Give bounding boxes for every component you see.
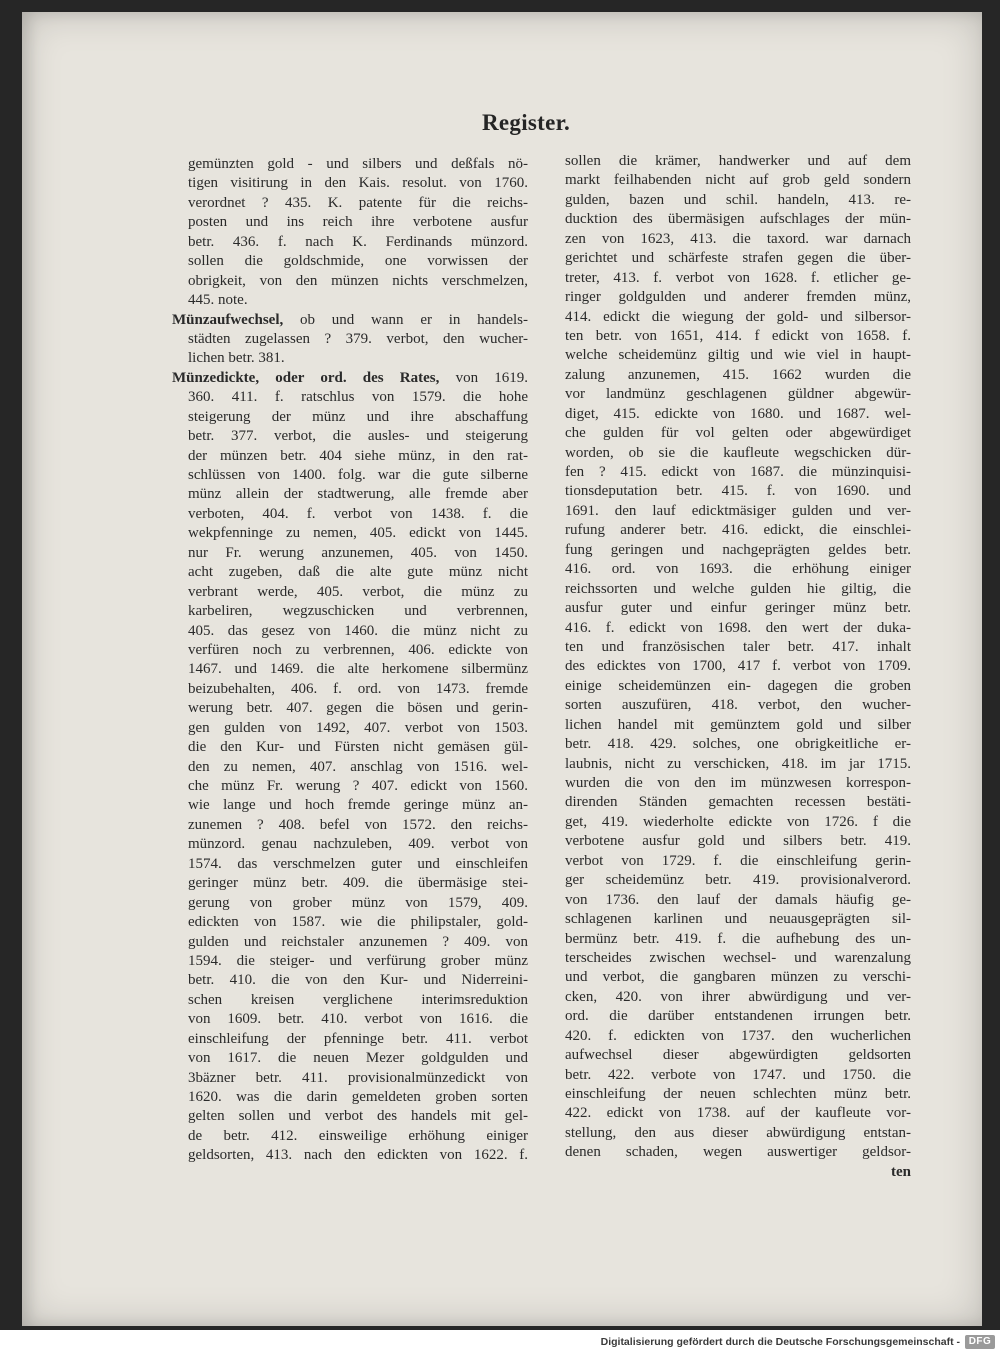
text-line: gulden, bazen und schil. handeln, 413. re-: [565, 191, 911, 208]
entry-headword: Münzedickte, oder ord. des Rates,: [172, 369, 440, 386]
text-line: karbeliren, wegzuschicken und verbrennen,: [188, 603, 528, 620]
text-line: [172, 311, 528, 330]
text-line: von 1617. die neuen Mezer goldgulden und: [188, 1050, 528, 1067]
text-line: acht zugeben, daß die alte gute münz nicht: [188, 564, 528, 581]
text-line: steigerung der münz und ihre abschaffung: [188, 408, 528, 425]
text-line: von 1609. betr. 410. verbot von 1616. die: [188, 1011, 528, 1028]
text-line: 414. edickt die wiegung der gold- und silbersor-: [565, 308, 911, 325]
text-line: vor landmünz geschlagenen güldner abgewür-: [565, 386, 911, 403]
text-line: zalung anzunemen, 415. 1662 wurden die: [565, 366, 911, 383]
text-line: betr. 436. f. nach K. Ferdinands münzord.: [188, 233, 528, 250]
text-line: worden, ob sie die kaufleute wegschicken dür-: [565, 444, 911, 461]
text-line: geringer münz betr. 409. die übermäsige stei-: [188, 875, 528, 892]
text-line: münz allein der stadtwerung, alle fremde aber: [188, 486, 528, 503]
text-line: ten betr. von 1651, 414. f edickt von 1658. f.: [565, 327, 911, 344]
text-line: laubnis, nicht zu verschicken, 418. im jar 1715.: [565, 755, 911, 772]
text-line: gulden und reichstaler anzunemen ? 409. von: [188, 933, 528, 950]
text-line: 1574. das verschmelzen guter und einschleifen: [188, 855, 528, 872]
text-line: einige scheidemünzen ein- dagegen die groben: [565, 677, 911, 694]
text-line: geldsorten, 413. nach den edickten von 1622. f.: [188, 1147, 528, 1164]
text-line: rufung anderer betr. 416. edickt, die einschlei-: [565, 522, 911, 539]
text-line: ducktion des übermäsigen aufschlages der mün-: [565, 211, 911, 228]
text-line: welche scheidemünz giltig und wie viel in haupt-: [565, 347, 911, 364]
text-line: ausfur guter und einfur geringer münz betr.: [565, 600, 911, 617]
text-line: schen kreisen verglichene interimsreduktion: [188, 991, 528, 1008]
text-line: tionsdeputation betr. 415. f. von 1690. und: [565, 483, 911, 500]
catchword: ten: [891, 1163, 911, 1180]
text-line: stellung, den aus dieser abwürdigung entstan-: [565, 1124, 911, 1141]
text-line: einschleifung der neuen schlechten münz betr.: [565, 1086, 911, 1102]
text-line: sorten auszufüren, 418. verbot, den wucher-: [565, 697, 911, 714]
footer-band: [0, 1330, 1000, 1355]
text-line: 1594. die steiger- und verfürung grober münz: [188, 952, 528, 969]
text-line: betr. 410. die von den Kur- und Niderreini-: [188, 972, 528, 989]
text-line: betr. 377. verbot, die ausles- und steigerung: [188, 428, 528, 445]
entry-text: ob und wann er in handels-: [283, 311, 528, 328]
text-line: betr. 418. 429. solches, one obrigkeitliche er-: [565, 736, 911, 753]
text-line: beizubehalten, 406. f. ord. von 1473. fremde: [188, 680, 528, 697]
text-line: get, 419. wiederholte edickte von 1726. f die: [565, 813, 911, 830]
dfg-logo-icon: DFG: [965, 1335, 995, 1349]
text-line: denen schaden, wegen auswertiger geldsor-: [565, 1144, 911, 1161]
text-line: ten und französischen taler betr. 417. inhalt: [565, 638, 911, 655]
text-line: fen ? 415. edickt von 1687. die münzinquisi-: [565, 464, 911, 480]
text-line: gerung von grober münz von 1579, 409.: [188, 894, 528, 911]
text-line: [172, 369, 528, 388]
page-header-title: Register.: [482, 110, 571, 135]
text-line: gen gulden von 1492, 407. verbot von 1503.: [188, 719, 528, 736]
text-line: lichen handel mit gemünztem gold und silber: [565, 716, 911, 733]
text-line: städten zugelassen ? 379. verbot, den wucher-: [188, 330, 528, 347]
text-line: die den Kur- und Fürsten nicht gemäsen gül-: [188, 739, 528, 756]
text-line: gemünzten gold - und silbers und deßfals nö-: [188, 156, 528, 172]
text-line: schlagenen karlinen und neuausgeprägten sil-: [565, 911, 911, 928]
text-line: 1467. und 1469. die alte herkomene silbermünz: [188, 661, 528, 678]
text-line: verboten, 404. f. verbot von 1438. f. die: [188, 505, 528, 522]
text-line: reichssorten und welche gulden hie giltig, die: [565, 580, 911, 597]
text-line: diget, 415. edickte von 1680. und 1687. wel-: [565, 405, 911, 422]
text-line: betr. 422. verbote von 1747. und 1750. die: [565, 1066, 911, 1083]
text-line: 1620. was die darin gemeldeten groben sorten: [188, 1089, 528, 1105]
text-line: wurden die von den im münzwesen korrespon-: [565, 775, 911, 791]
text-line: markt feilhabenden nicht auf grob geld sondern: [565, 172, 911, 189]
text-line: gelten sollen und verbot des handels mit gel-: [188, 1108, 528, 1125]
text-line: zunemen ? 408. befel von 1572. den reichs-: [188, 816, 528, 833]
text-line: lichen betr. 381.: [188, 350, 285, 367]
text-line: 1691. den lauf edicktmäsiger gulden und ver-: [565, 502, 911, 519]
text-line: direnden Ständen gemachten recessen bestäti-: [565, 794, 911, 811]
right-column: [565, 152, 911, 1182]
text-line: sollen die goldschmide, one vorwissen der: [188, 253, 528, 270]
text-line: 405. das gesez von 1460. die münz nicht zu: [188, 622, 528, 639]
text-line: ger scheidemünz betr. 419. provisionalverord.: [565, 872, 911, 889]
text-line: verordnet ? 435. K. patente für die reichs-: [188, 194, 528, 211]
text-line: 3bäzner betr. 411. provisionalmünzedickt von: [188, 1069, 528, 1086]
text-line: bermünz betr. 419. f. die aufhebung des un-: [565, 930, 911, 947]
text-line: 416. f. edickt von 1698. den wert der duka-: [565, 619, 911, 636]
text-line: von 1736. den lauf der damals häufig ge-: [565, 891, 911, 908]
text-line: gerichtet und schärfeste strafen gegen die über-: [565, 250, 911, 267]
text-line: treter, 413. f. verbot von 1628. f. etlicher ge-: [565, 269, 911, 286]
text-line: verbot von 1729. f. die einschleifung gerin-: [565, 852, 911, 869]
text-line: der münzen betr. 404 siehe münz, in den rat-: [188, 447, 528, 464]
text-line: verbrant werde, 405. verbot, die münz zu: [188, 583, 528, 600]
entry-headword: Münzaufwechsel,: [172, 311, 284, 328]
text-line: und verbot, die gangbaren münzen zu verschi-: [565, 969, 911, 986]
text-line: münzord. genau nachzuleben, 409. verbot von: [188, 836, 528, 853]
text-line: 445. note.: [188, 292, 248, 309]
text-line: de betr. 412. einsweilige erhöhung einiger: [188, 1127, 528, 1144]
text-line: che münz Fr. werung ? 407. edickt von 1560.: [188, 778, 528, 794]
text-line: nur Fr. werung anzunemen, 405. von 1450.: [188, 544, 528, 561]
text-line: obrigkeit, von den münzen nichts verschmelzen,: [188, 272, 528, 289]
text-line: posten und ins reich ihre verbotene ausfur: [188, 214, 528, 231]
text-line: 360. 411. f. ratschlus von 1579. die hohe: [188, 389, 528, 406]
text-line: ringer goldgulden und anderer fremden münz,: [565, 289, 911, 306]
text-line: des edicktes von 1700, 417 f. verbot von 1709.: [565, 658, 911, 675]
text-line: che gulden für vol gelten oder abgewürdiget: [565, 425, 911, 442]
text-line: wekpfenninge zu nemen, 405. edickt von 1445.: [188, 525, 528, 542]
text-line: werung betr. 407. gegen die bösen und gerin-: [188, 700, 528, 717]
text-line: ord. die darüber entstandenen irrungen betr.: [565, 1008, 911, 1025]
text-line: terscheides zwischen wechsel- und warenzalung: [565, 949, 911, 966]
text-line: sollen die krämer, handwerker und auf dem: [565, 153, 911, 169]
text-line: 422. edickt von 1738. auf der kaufleute vor-: [565, 1105, 911, 1122]
left-column: [172, 155, 528, 1166]
text-line: tigen visitirung in den Kais. resolut. von 1760.: [188, 175, 528, 192]
text-line: zen von 1623, 413. die taxord. war darnach: [565, 230, 911, 247]
text-line: fung geringen und nachgeprägten geldes betr.: [565, 541, 911, 558]
text-line: verbotene ausfur gold und silbers betr. 419.: [565, 833, 911, 850]
text-line: cken, 420. von ihrer abwürdigung und ver-: [565, 988, 911, 1005]
entry-text: von 1619.: [439, 369, 528, 386]
text-line: aufwechsel dieser abgewürdigten geldsorten: [565, 1047, 911, 1064]
text-line: den zu nemen, 407. anschlag von 1516. wel-: [188, 758, 528, 775]
text-line: edickten von 1587. wie die philipstaler, gold-: [188, 914, 528, 931]
text-line: verfüren noch zu verbrennen, 406. edickte von: [188, 641, 528, 658]
footer-credit: Digitalisierung gefördert durch die Deutsche Forschungsgemeinschaft -: [600, 1336, 960, 1348]
text-line: schlüssen von 1400. folg. war die gute silberne: [188, 467, 528, 483]
text-line: einschleifung der pfenninge betr. 411. verbot: [188, 1030, 528, 1047]
text-line: 420. f. edickten von 1737. den wucherlichen: [565, 1027, 911, 1044]
text-line: 416. ord. von 1693. die erhöhung einiger: [565, 561, 911, 578]
text-line: wie lange und hoch fremde geringe münz an-: [188, 797, 528, 814]
